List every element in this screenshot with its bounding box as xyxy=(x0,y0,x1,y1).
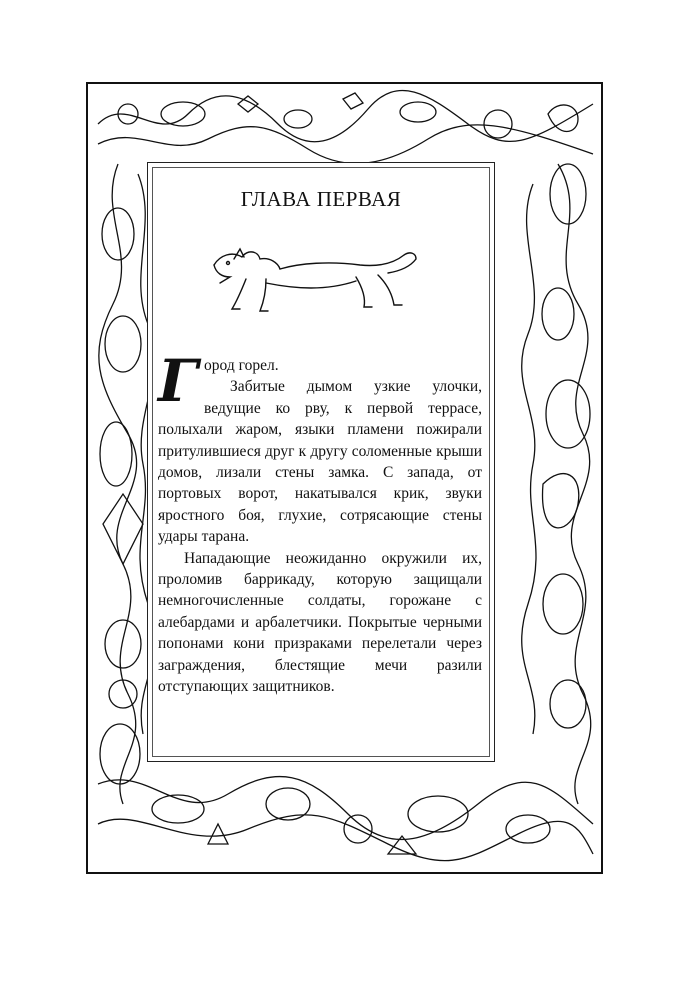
paragraph-2: Нападающие неожиданно окружили их, проломив баррикаду, которую защищали немногочисленные солдаты, горожане с алебардами и арбалетчики. Покрытые черными попонами кони призраками перелетали через заграждения, блестящие мечи разили отступающих защитников. xyxy=(158,549,482,696)
drop-cap: Г xyxy=(158,347,199,415)
chapter-body xyxy=(158,347,482,698)
opening-line: ород горел. xyxy=(204,357,279,374)
page-frame xyxy=(86,82,603,874)
opening-paragraph xyxy=(158,347,482,415)
wolf-icon xyxy=(206,235,426,325)
chapter-title: ГЛАВА ПЕРВАЯ xyxy=(240,187,402,211)
paragraph-1: Забитые дымом узкие улочки, ведущие ко рву, к первой террасе, полыхали жаром, языки пламени пожирали притулившиеся друг к другу соломенные крыши домов, лизали стены замка. С запада, от портовых ворот, накатывался крик, звуки яростного боя, глухие, сотрясающие стены удары тарана. xyxy=(158,378,482,546)
text-panel xyxy=(147,162,495,762)
